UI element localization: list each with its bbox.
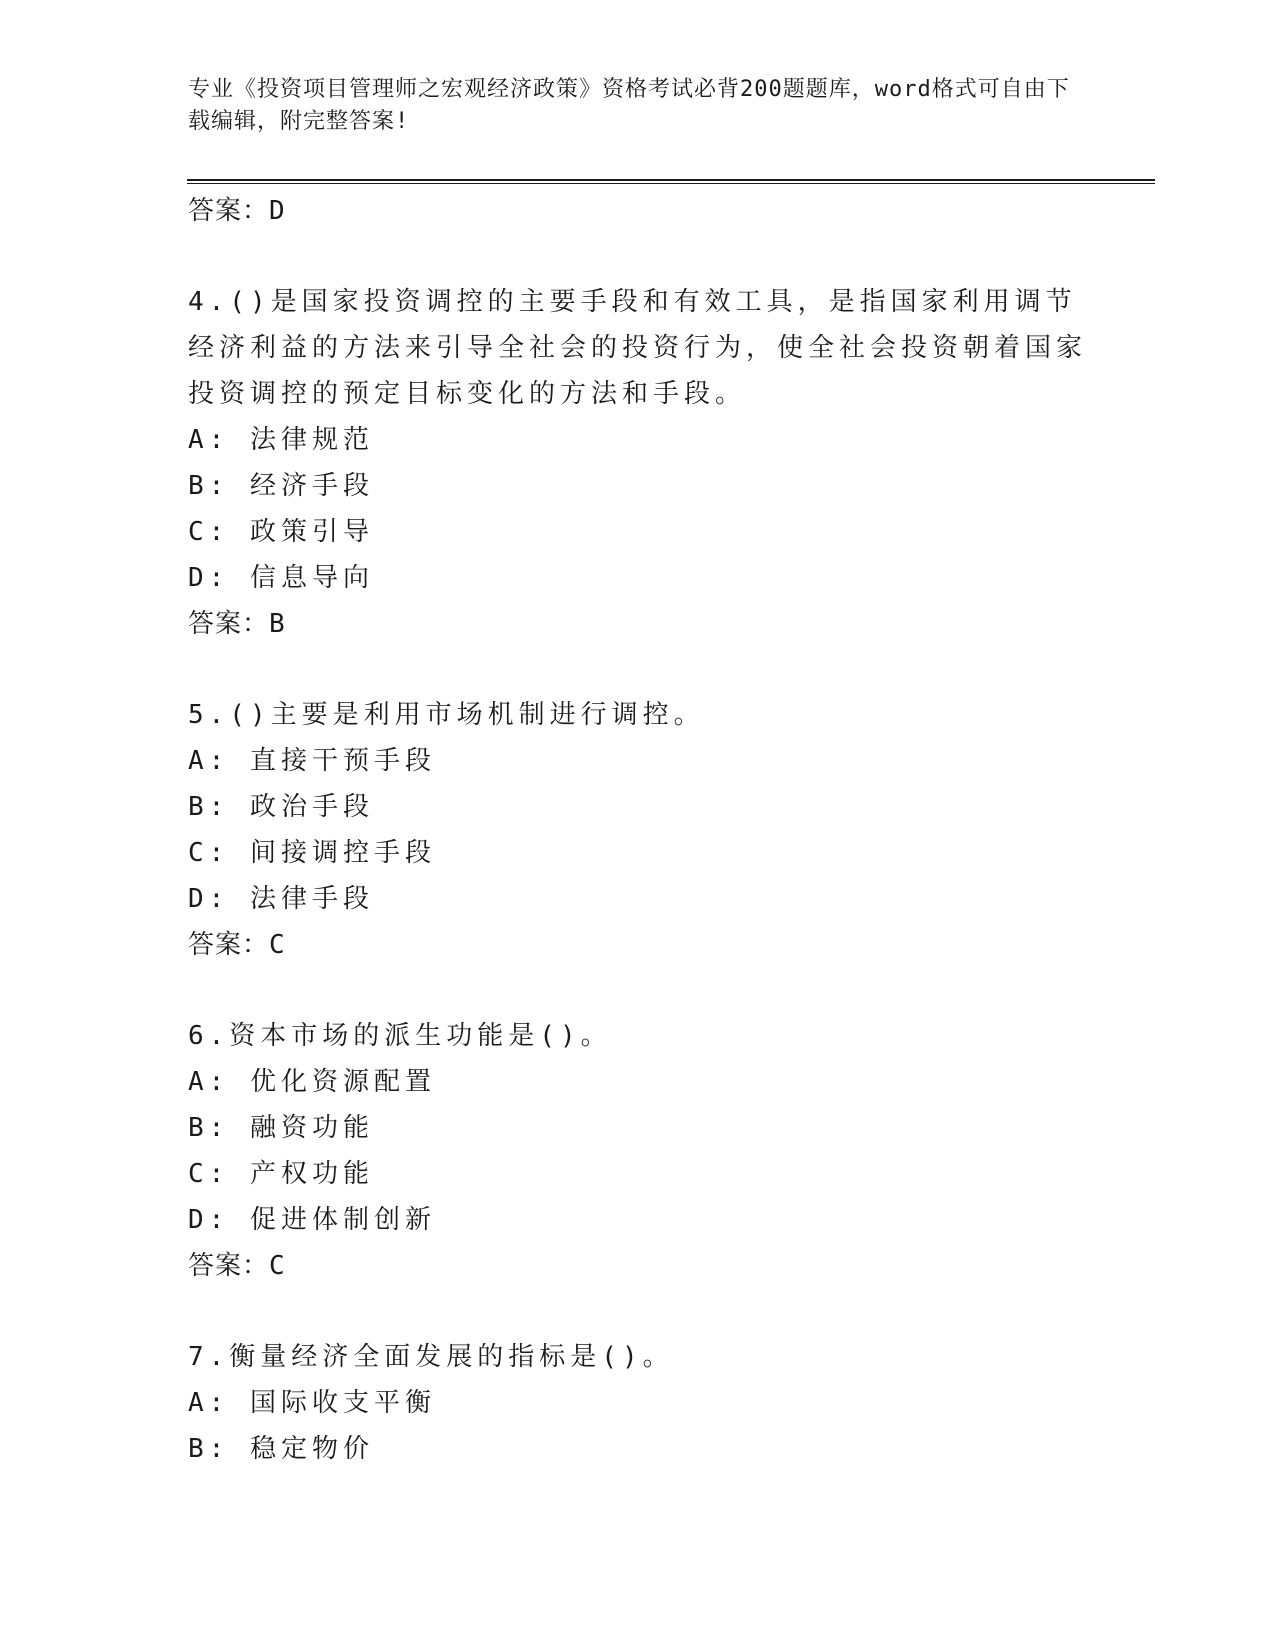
option-d: D: 信息导向 [188,563,374,593]
header-divider [187,179,1155,184]
question-text: 4.()是国家投资调控的主要手段和有效工具，是指国家利用调节经济利益的方法来引导全社会的投资行为，使全社会投资朝着国家投资调控的预定目标变化的方法和手段。 [188,287,1088,409]
answer-value: B [269,609,286,639]
option-c: C: 间接调控手段 [188,838,436,868]
answer-line [188,188,1088,234]
option-a: A: 直接干预手段 [188,746,436,776]
option-a: A: 优化资源配置 [188,1067,436,1097]
answer-value: C [269,1251,286,1281]
option-b: B: 政治手段 [188,792,374,822]
option-b: B: 融资功能 [188,1113,374,1143]
option-d: D: 法律手段 [188,884,374,914]
option-b: B: 稳定物价 [188,1434,374,1464]
answer-label: 答案： [188,1251,270,1281]
answer-line [188,1243,1088,1289]
spacer [188,234,1088,279]
answer-label: 答案： [188,609,270,639]
question-text: 5.()主要是利用市场机制进行调控。 [188,700,705,730]
answer-line [188,601,1088,647]
spacer [188,968,1088,1013]
option-b: B: 经济手段 [188,471,374,501]
question-text: 7.衡量经济全面发展的指标是()。 [188,1342,674,1372]
document-header: 专业《投资项目管理师之宏观经济政策》资格考试必背200题题库，word格式可自由下载编辑，附完整答案! [188,77,1070,134]
question-list [188,188,1088,1472]
answer-line [188,922,1088,968]
answer-value: D [269,196,286,226]
option-d: D: 促进体制创新 [188,1205,436,1235]
option-a: A: 法律规范 [188,425,374,455]
spacer [188,647,1088,692]
question-text: 6.资本市场的派生功能是()。 [188,1021,612,1051]
option-c: C: 政策引导 [188,517,374,547]
answer-label: 答案： [188,196,270,226]
spacer [188,1289,1088,1334]
answer-label: 答案： [188,930,270,960]
option-a: A: 国际收支平衡 [188,1388,436,1418]
answer-value: C [269,930,286,960]
option-c: C: 产权功能 [188,1159,374,1189]
